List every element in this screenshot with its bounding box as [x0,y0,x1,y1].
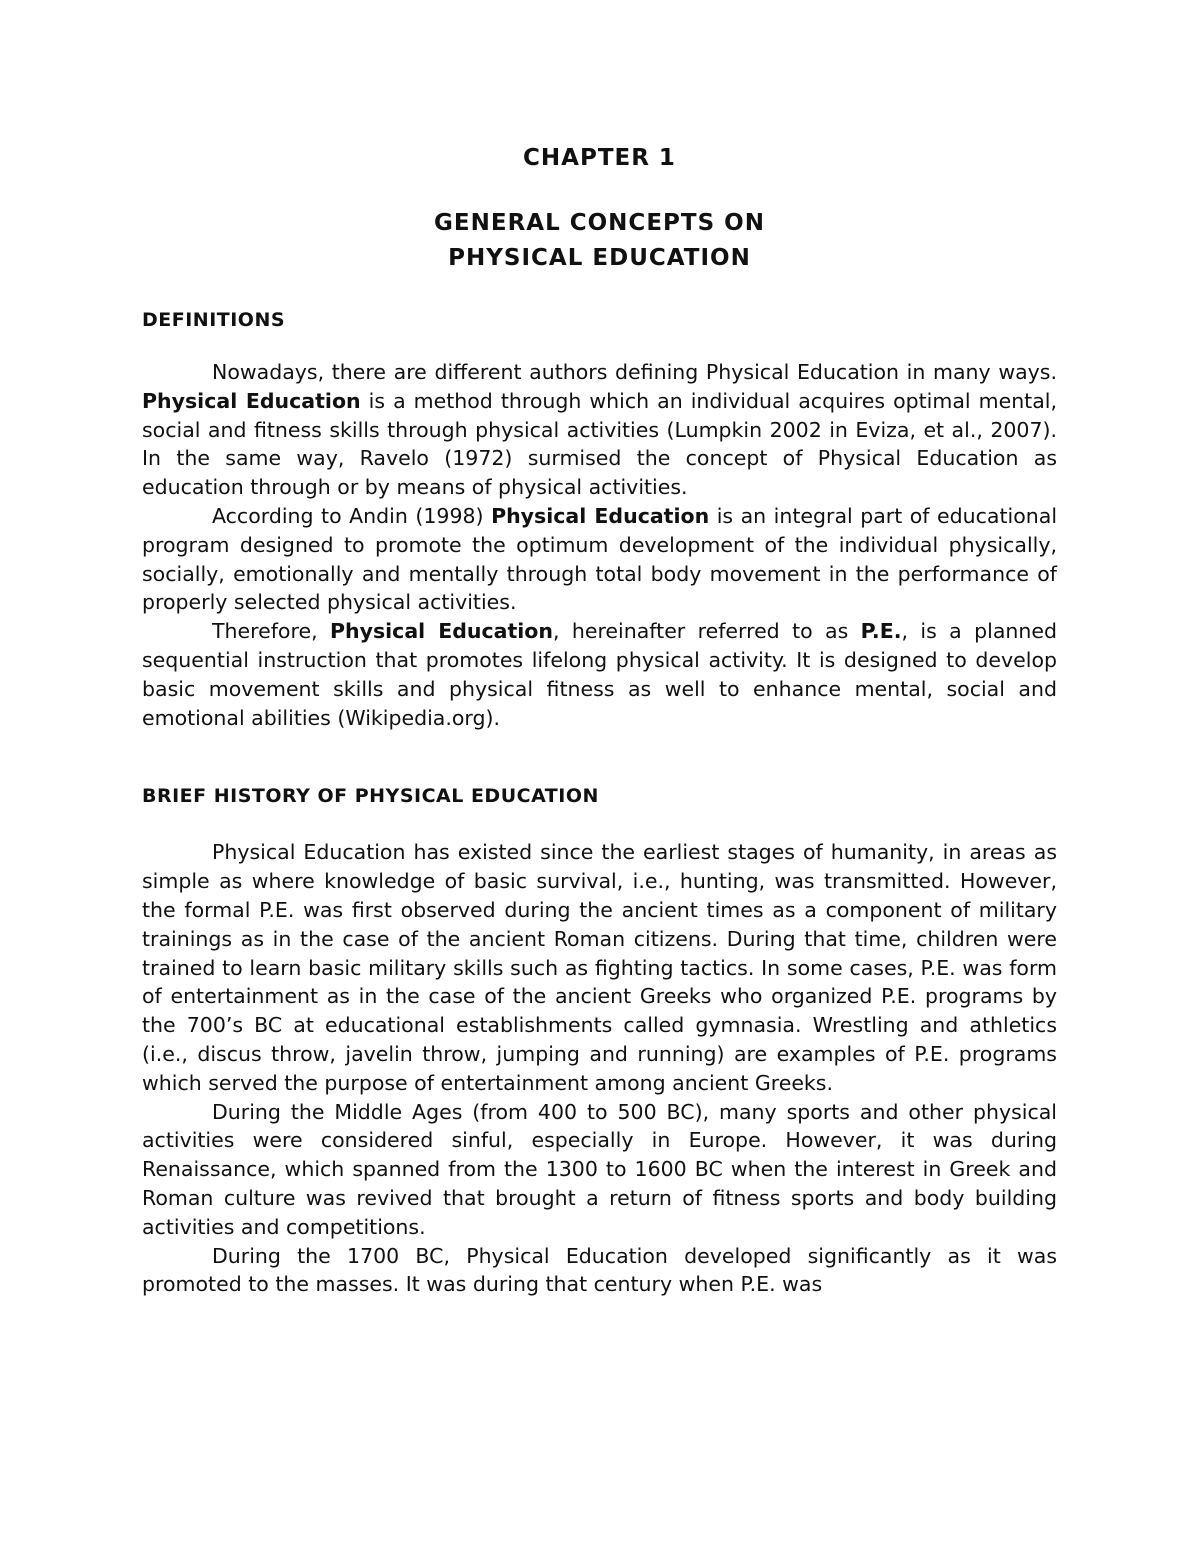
history-heading: BRIEF HISTORY OF PHYSICAL EDUCATION [142,785,599,808]
history-paragraph-2: During the Middle Ages (from 400 to 500 BC), many sports and other physical activities were considered sinful, especially in Europe. However, it was during Renaissance, which spanned from the 1300 to 1600 BC when the interest in Greek and Roman culture was revived that brought a return of fitness sports and body building activities and competitions. [142,1099,1057,1239]
definitions-paragraph-1 [142,358,1057,502]
bold-term: Physical Education [142,388,361,413]
text-run: , is a planned sequential instruction that promotes lifelong physical activity. It is designed to develop basic movement skills and physical fitness as well to enhance mental, social and emotional abilities (Wikipedia.org). [142,619,1057,730]
history-paragraph-3: During the 1700 BC, Physical Education developed significantly as it was promoted to the masses. It was during that century when P.E. was [142,1243,1057,1297]
text-run: , hereinafter referred to as [552,619,861,644]
bold-term: Physical Education [329,619,553,644]
history-paragraph-1: Physical Education has existed since the earliest stages of humanity, in areas as simple as where knowledge of basic survival, i.e., hunting, was transmitted. However, the formal P.E. was first observed during the ancient times as a component of military trainings as in the case of the ancient Roman citizens. During that time, children were trained to learn basic military skills such as fighting tactics. In some cases, P.E. was form of entertainment as in the case of the ancient Greeks who organized P.E. programs by the 700’s BC at educational establishments called gymnasia. Wrestling and athletics (i.e., discus throw, javelin throw, jumping and running) are examples of P.E. programs which served the purpose of entertainment among ancient Greeks. [142,840,1057,1095]
page-content [142,138,1057,1299]
chapter-label: CHAPTER 1 [523,145,676,171]
bold-term: Physical Education [491,503,710,528]
chapter-title-line-2: PHYSICAL EDUCATION [448,245,751,271]
definitions-paragraph-3 [142,617,1057,732]
text-run: According to Andin (1998) [212,503,492,528]
text-run: Therefore, [212,619,330,644]
chapter-title [142,206,1057,276]
bold-term: P.E. [860,619,902,644]
text-run: is a method through which an individual acquires optimal mental, social and fitness skills through physical activities (Lumpkin 2002 in Eviza, et al., 2007). In the same way, Ravelo (1972) surmised the concept of Physical Education as education through or by means of physical activities. [142,388,1057,500]
definitions-paragraph-2 [142,502,1057,617]
text-run: is an integral part of educational program designed to promote the optimum development of the individual physically, socially, emotionally and mentally through total body movement in the performance of properly selected physical activities. [142,503,1058,615]
definitions-heading: DEFINITIONS [142,309,286,331]
text-run: Nowadays, there are different authors defining Physical Education in many ways. [212,360,1057,384]
chapter-title-line-1: GENERAL CONCEPTS ON [434,210,765,236]
